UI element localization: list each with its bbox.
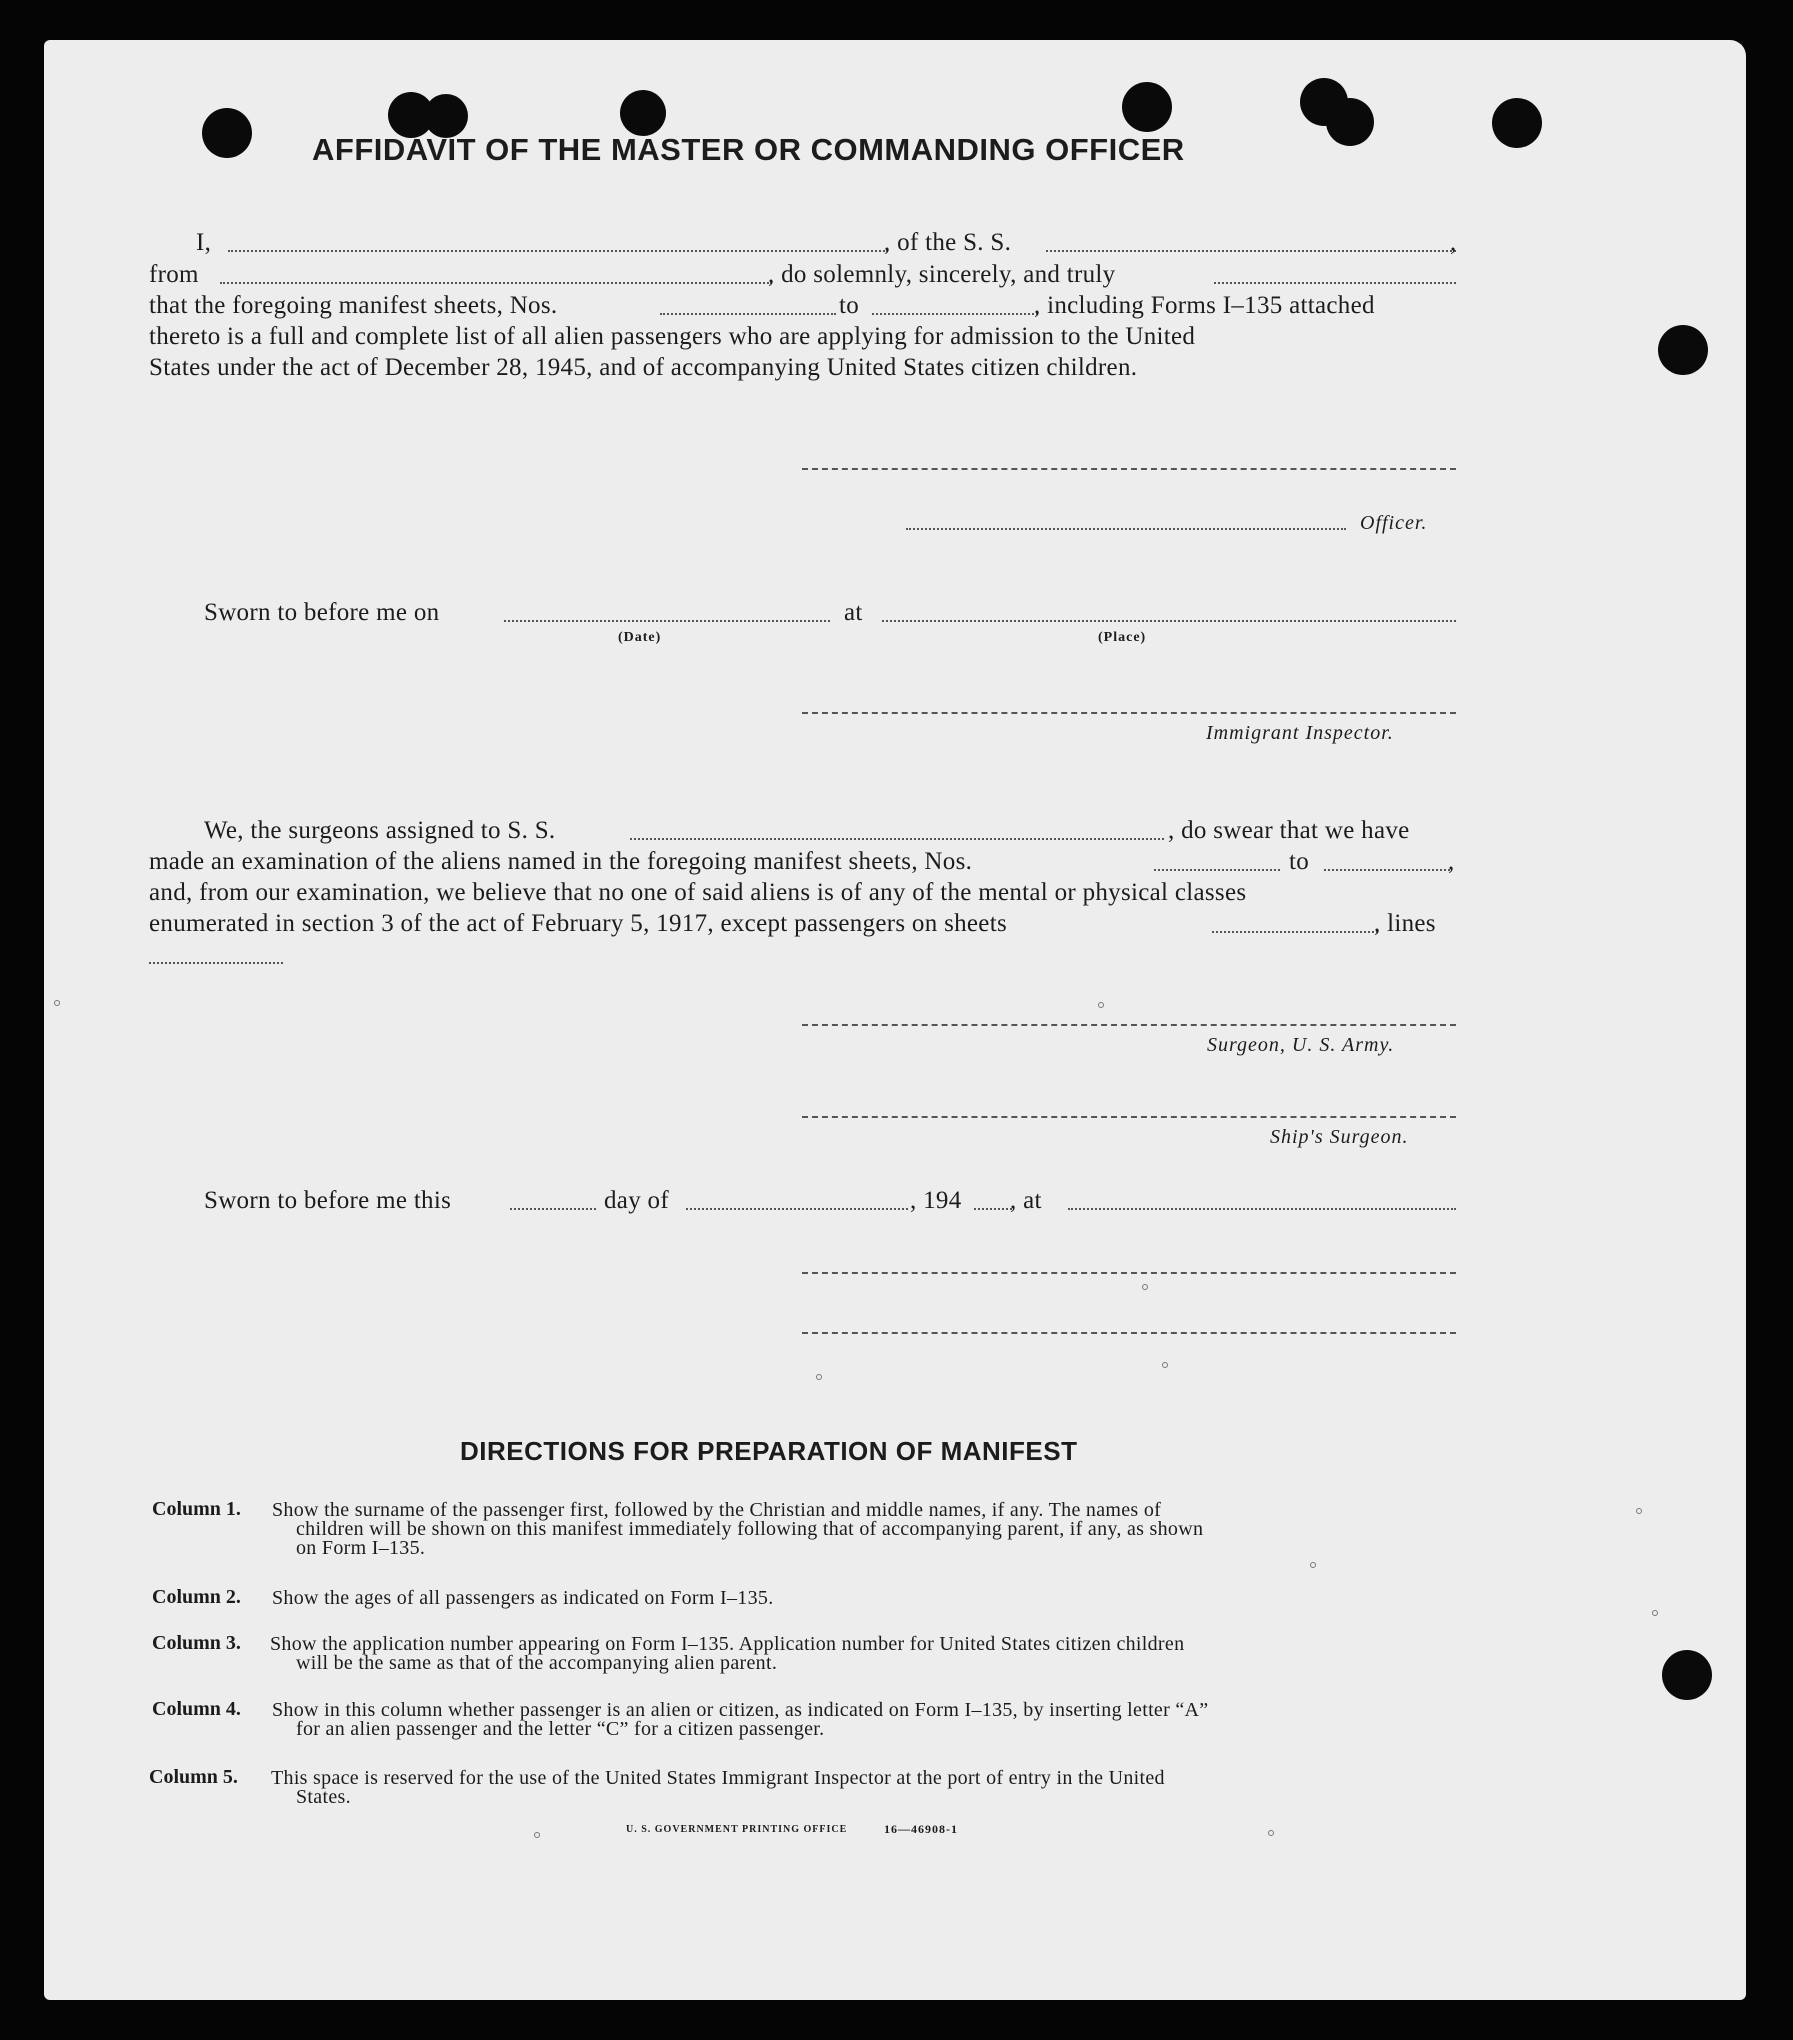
paper-speck bbox=[1636, 1508, 1642, 1514]
paper-speck bbox=[816, 1374, 822, 1380]
master-text: , bbox=[1450, 229, 1457, 256]
punch-hole bbox=[1492, 98, 1542, 148]
surgeons-text: , do swear that we have bbox=[1168, 817, 1410, 844]
army-surgeon-label: Surgeon, U. S. Army. bbox=[1207, 1034, 1395, 1056]
paper-speck bbox=[1652, 1610, 1658, 1616]
surgeons-text: and, from our examination, we believe that no one of said aliens is of any of the mental or physical classes bbox=[149, 879, 1247, 906]
column-number: Column 4. bbox=[152, 1698, 241, 1720]
direction-text: will be the same as that of the accompanying alien parent. bbox=[296, 1652, 778, 1674]
master-name-blank[interactable] bbox=[228, 250, 888, 252]
printer-imprint: U. S. GOVERNMENT PRINTING OFFICE bbox=[626, 1824, 848, 1835]
surgeons-sheets-to-blank[interactable] bbox=[1324, 869, 1450, 871]
sworn2-month-blank[interactable] bbox=[686, 1208, 908, 1210]
sworn2-day-blank[interactable] bbox=[510, 1208, 596, 1210]
paper-speck bbox=[54, 1000, 60, 1006]
officer-label: Officer. bbox=[1360, 512, 1428, 534]
master-text: thereto is a full and complete list of all alien passengers who are applying for admission to the United bbox=[149, 323, 1196, 350]
punch-hole bbox=[1326, 98, 1374, 146]
punch-hole bbox=[1658, 325, 1708, 375]
paper-speck bbox=[534, 1832, 540, 1838]
master-text: to bbox=[839, 292, 860, 319]
sworn2-text: , 194 bbox=[910, 1187, 962, 1214]
direction-text: Show the ages of all passengers as indicated on Form I–135. bbox=[272, 1587, 774, 1609]
direction-text: Show in this column whether passenger is an alien or citizen, as indicated on Form I–135, by inserting letter “A” bbox=[272, 1699, 1209, 1721]
master-text: I, bbox=[196, 229, 212, 256]
direction-text: Show the application number appearing on Form I–135. Application number for United States citizen children bbox=[270, 1633, 1185, 1655]
army-surgeon-signature-line[interactable] bbox=[802, 1024, 1456, 1026]
sworn2-year-blank[interactable] bbox=[974, 1208, 1012, 1210]
master-text: , of the S. S. bbox=[884, 229, 1012, 256]
sworn2-title-line[interactable] bbox=[802, 1332, 1456, 1334]
direction-text: Show the surname of the passenger first, followed by the Christian and middle names, if any. The names of bbox=[272, 1499, 1162, 1521]
direction-text: for an alien passenger and the letter “C” for a citizen passenger. bbox=[296, 1718, 825, 1740]
page-title: AFFIDAVIT OF THE MASTER OR COMMANDING OFFICER bbox=[312, 132, 1185, 167]
direction-text: States. bbox=[296, 1786, 351, 1808]
surgeons-text: We, the surgeons assigned to S. S. bbox=[204, 817, 556, 844]
sworn-date-blank[interactable] bbox=[504, 620, 830, 622]
surgeons-text: , lines bbox=[1374, 910, 1436, 937]
sworn2-text: , at bbox=[1010, 1187, 1042, 1214]
inspector-label: Immigrant Inspector. bbox=[1206, 722, 1394, 744]
surgeons-text: enumerated in section 3 of the act of February 5, 1917, except passengers on sheets bbox=[149, 910, 1007, 937]
master-text: , including Forms I–135 attached bbox=[1034, 292, 1375, 319]
sworn2-text: Sworn to before me this bbox=[204, 1187, 452, 1214]
punch-hole bbox=[1662, 1650, 1712, 1700]
sworn-text: Sworn to before me on bbox=[204, 599, 440, 626]
column-number: Column 1. bbox=[152, 1498, 241, 1520]
sworn2-place-blank[interactable] bbox=[1068, 1208, 1456, 1210]
inspector-signature-line[interactable] bbox=[802, 712, 1456, 714]
sheets-to-blank[interactable] bbox=[872, 313, 1038, 315]
surgeons-text: , bbox=[1448, 848, 1455, 875]
officer-signature-line[interactable] bbox=[802, 468, 1456, 470]
ship-name-blank[interactable] bbox=[1046, 250, 1456, 252]
master-text: from bbox=[149, 261, 199, 288]
master-text: , do solemnly, sincerely, and truly bbox=[768, 261, 1116, 288]
declaration-blank[interactable] bbox=[1214, 282, 1456, 284]
column-number: Column 2. bbox=[152, 1586, 241, 1608]
surgeons-text: made an examination of the aliens named in the foregoing manifest sheets, Nos. bbox=[149, 848, 973, 875]
punch-hole bbox=[202, 108, 252, 158]
paper-speck bbox=[1268, 1830, 1274, 1836]
sworn2-text: day of bbox=[604, 1187, 669, 1214]
direction-text: This space is reserved for the use of the United States Immigrant Inspector at the port of entry in the United bbox=[271, 1767, 1165, 1789]
paper-speck bbox=[1098, 1002, 1104, 1008]
officer-name-line[interactable] bbox=[906, 528, 1346, 530]
column-number: Column 5. bbox=[149, 1766, 238, 1788]
paper-speck bbox=[1162, 1362, 1168, 1368]
master-text: States under the act of December 28, 1945, and of accompanying United States citizen children. bbox=[149, 354, 1138, 381]
form-page bbox=[44, 40, 1746, 2000]
direction-text: children will be shown on this manifest immediately following that of accompanying parent, if any, as shown bbox=[296, 1518, 1204, 1540]
master-text: that the foregoing manifest sheets, Nos. bbox=[149, 292, 558, 319]
form-code: 16—46908-1 bbox=[884, 1822, 958, 1836]
sheets-from-blank[interactable] bbox=[660, 313, 836, 315]
paper-speck bbox=[1142, 1284, 1148, 1290]
punch-hole bbox=[1122, 82, 1172, 132]
directions-title: DIRECTIONS FOR PREPARATION OF MANIFEST bbox=[460, 1436, 1078, 1466]
except-sheets-blank[interactable] bbox=[1212, 931, 1378, 933]
except-lines-blank[interactable] bbox=[149, 962, 283, 964]
ship-surgeon-label: Ship's Surgeon. bbox=[1270, 1126, 1409, 1148]
sworn-text: at bbox=[844, 599, 863, 626]
punch-hole bbox=[620, 90, 666, 136]
column-number: Column 3. bbox=[152, 1632, 241, 1654]
place-label: (Place) bbox=[1098, 630, 1147, 645]
ship-surgeon-signature-line[interactable] bbox=[802, 1116, 1456, 1118]
port-from-blank[interactable] bbox=[220, 282, 772, 284]
sworn-place-blank[interactable] bbox=[882, 620, 1456, 622]
surgeons-ship-blank[interactable] bbox=[630, 838, 1164, 840]
surgeons-sheets-from-blank[interactable] bbox=[1154, 869, 1280, 871]
sworn2-signature-line[interactable] bbox=[802, 1272, 1456, 1274]
date-label: (Date) bbox=[618, 630, 662, 645]
direction-text: on Form I–135. bbox=[296, 1537, 426, 1559]
surgeons-text: to bbox=[1289, 848, 1310, 875]
paper-speck bbox=[1310, 1562, 1316, 1568]
